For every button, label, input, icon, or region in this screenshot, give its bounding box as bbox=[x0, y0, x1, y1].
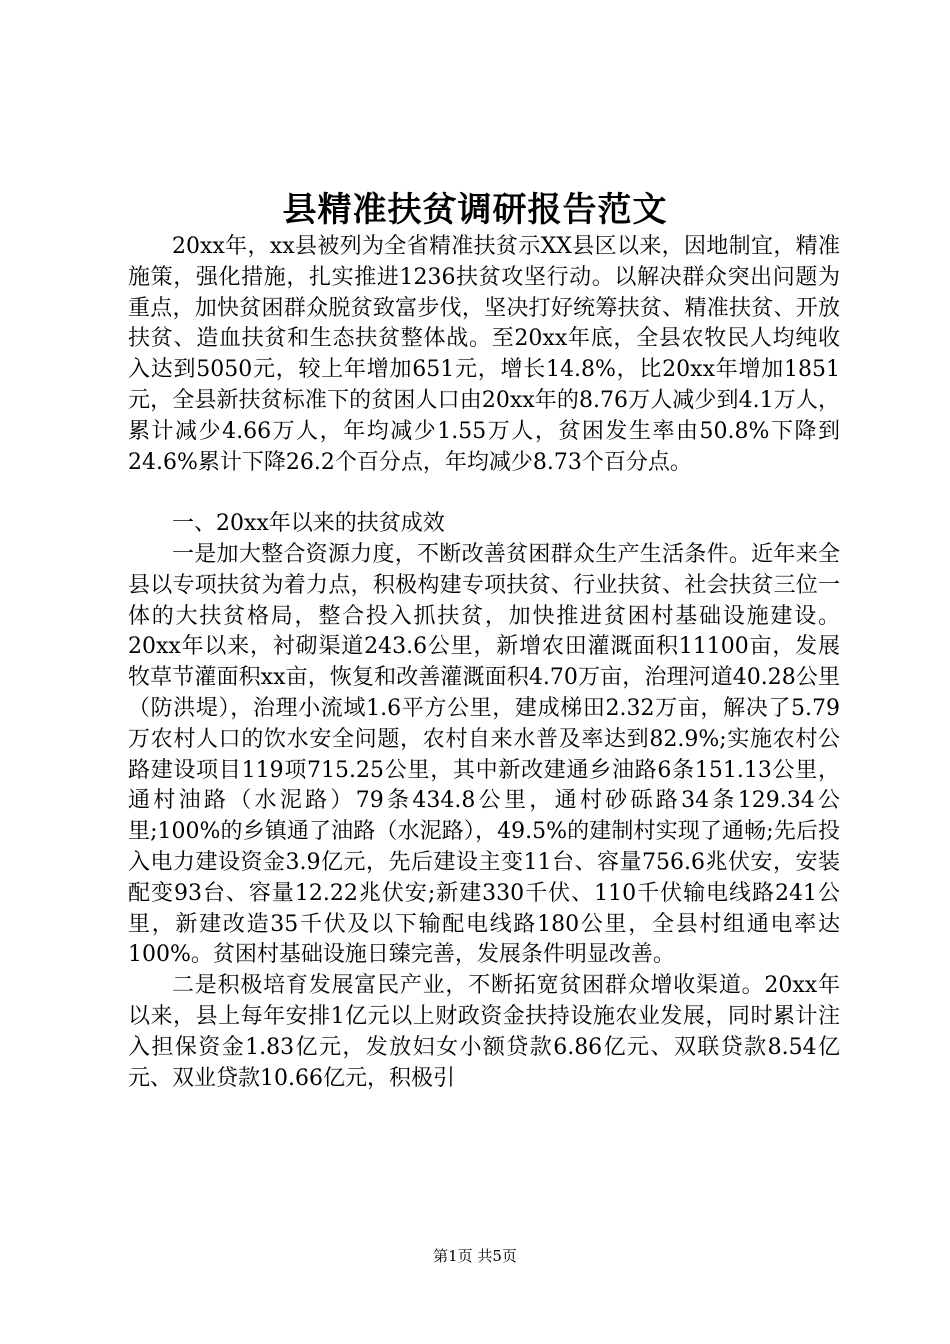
document-title: 县精准扶贫调研报告范文 bbox=[282, 190, 668, 230]
document-body bbox=[128, 232, 840, 1094]
paragraph-spacer bbox=[128, 478, 840, 509]
page-footer: 第1页 共5页 bbox=[433, 1247, 517, 1265]
body-paragraph-1: 一是加大整合资源力度，不断改善贫困群众生产生活条件。近年来全县以专项扶贫为着力点，积极构建专项扶贫、行业扶贫、社会扶贫三位一体的大扶贫格局，整合投入抓扶贫，加快推进贫困村基础设施建设。20xx年以来，衬砌渠道243.6公里，新增农田灌溉面积11100亩，发展牧草节灌面积xx亩，恢复和改善灌溉面积4.70万亩，治理河道40.28公里（防洪堤），治理小流域1.6平方公里，建成梯田2.32万亩，解决了5.79万农村人口的饮水安全问题，农村自来水普及率达到82.9%;实施农村公路建设项目119项715.25公里，其中新改建通乡油路6条151.13公里，通村油路（水泥路）79条434.8公里，通村砂砾路34条129.34公里;100%的乡镇通了油路（水泥路），49.5%的建制村实现了通畅;先后投入电力建设资金3.9亿元，先后建设主变11台、容量756.6兆伏安，安装配变93台、容量12.22兆伏安;新建330千伏、110千伏输电线路241公里，新建改造35千伏及以下输配电线路180公里，全县村组通电率达100%。贫困村基础设施日臻完善，发展条件明显改善。 bbox=[128, 541, 840, 968]
intro-paragraph: 20xx年，xx县被列为全省精准扶贫示XX县区以来，因地制宜，精准施策，强化措施，扎实推进1236扶贫攻坚行动。以解决群众突出问题为重点，加快贫困群众脱贫致富步伐，坚决打好统筹扶贫、精准扶贫、开放扶贫、造血扶贫和生态扶贫整体战。至20xx年底，全县农牧民人均纯收入达到5050元，较上年增加651元，增长14.8%，比20xx年增加1851元，全县新扶贫标准下的贫困人口由20xx年的8.76万人减少到4.1万人，累计减少4.66万人，年均减少1.55万人，贫困发生率由50.8%下降到24.6%累计下降26.2个百分点，年均减少8.73个百分点。 bbox=[128, 234, 840, 475]
body-paragraph-2: 二是积极培育发展富民产业，不断拓宽贫困群众增收渠道。20xx年以来，县上每年安排1亿元以上财政资金扶持设施农业发展，同时累计注入担保资金1.83亿元，发放妇女小额贷款6.86亿元、双联贷款8.54亿元、双业贷款10.66亿元，积极引 bbox=[128, 973, 840, 1091]
section-heading: 一、20xx年以来的扶贫成效 bbox=[172, 511, 445, 537]
